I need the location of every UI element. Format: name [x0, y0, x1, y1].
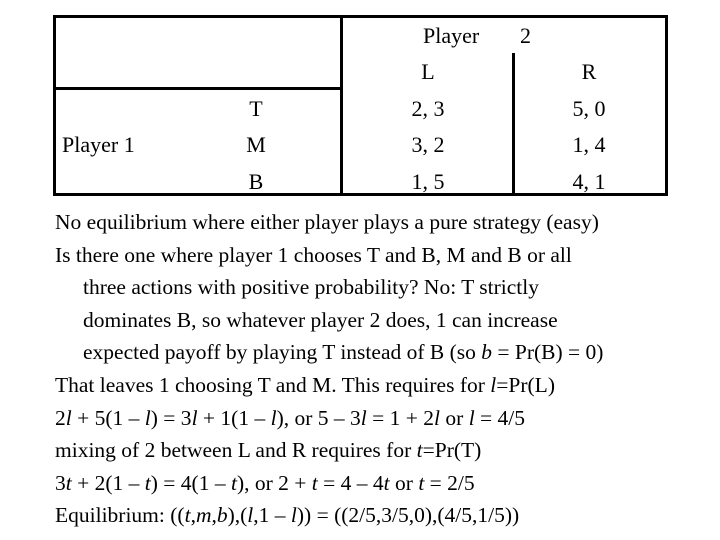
- math-variable: t: [416, 438, 423, 463]
- table-border-left: [53, 15, 56, 195]
- text-line: No equilibrium where either player plays a pure strategy (easy): [55, 210, 599, 234]
- text-line: dominates B, so whatever player 2 does, 1 can increase: [83, 307, 558, 332]
- col-header-R: R: [581, 59, 597, 84]
- math-variable: l: [65, 405, 72, 430]
- math-variable: l: [191, 405, 198, 430]
- math-variable: t: [418, 470, 425, 495]
- payoff-cell: 1, 5: [411, 169, 445, 194]
- col-header-L: L: [421, 59, 435, 84]
- math-variable: l: [360, 405, 367, 430]
- payoff-cell: 1, 4: [572, 132, 606, 157]
- text-line: mixing of 2 between L and R requires for t=Pr(T): [55, 438, 482, 463]
- math-variable: l: [468, 405, 475, 430]
- text-line: That leaves 1 choosing T and M. This requires for l=Pr(L): [55, 372, 555, 397]
- player2-number: 2: [520, 23, 531, 48]
- math-variable: l: [247, 503, 254, 528]
- payoff-cell: 3, 2: [411, 132, 445, 157]
- payoff-matrix: [0, 0, 720, 210]
- math-variable: m: [195, 503, 212, 528]
- math-variable: l: [144, 405, 151, 430]
- text-line: expected payoff by playing T instead of B (so b = Pr(B) = 0): [83, 340, 604, 365]
- math-variable: t: [383, 470, 390, 495]
- payoff-cell: 4, 1: [572, 169, 606, 194]
- table-column-divider-2: [512, 53, 515, 195]
- math-variable: l: [290, 503, 297, 528]
- math-variable: t: [311, 470, 318, 495]
- text-line: three actions with positive probability? No: T strictly: [83, 275, 540, 300]
- table-header-divider: [53, 87, 341, 90]
- table-border-right: [665, 15, 668, 195]
- math-variable: l: [434, 405, 441, 430]
- text-line: Is there one where player 1 chooses T and B, M and B or all: [55, 242, 572, 267]
- text-line: 3t + 2(1 – t) = 4(1 – t), or 2 + t = 4 – 4t or t = 2/5: [55, 470, 475, 495]
- math-variable: t: [144, 470, 151, 495]
- math-variable: t: [184, 503, 191, 528]
- table-border-top: [53, 15, 668, 18]
- text-line: Equilibrium: ((t,m,b),(l,1 – l)) = ((2/5,3/5,0),(4/5,1/5)): [55, 503, 520, 528]
- text-line: 2l + 5(1 – l) = 3l + 1(1 – l), or 5 – 3l = 1 + 2l or l = 4/5: [55, 405, 526, 430]
- math-variable: t: [230, 470, 237, 495]
- payoff-cell: 5, 0: [572, 96, 606, 121]
- row-action-M: M: [246, 132, 266, 157]
- explanation-text: [55, 206, 715, 532]
- math-variable: b: [481, 340, 493, 365]
- payoff-cell: 2, 3: [411, 96, 445, 121]
- math-variable: b: [216, 503, 228, 528]
- table-column-divider-1: [340, 15, 343, 195]
- math-variable: t: [65, 470, 72, 495]
- row-action-B: B: [248, 169, 264, 194]
- math-variable: l: [270, 405, 277, 430]
- player2-label: Player: [423, 23, 480, 48]
- row-action-T: T: [249, 96, 263, 121]
- math-variable: l: [490, 372, 497, 397]
- player1-label: Player 1: [62, 132, 135, 157]
